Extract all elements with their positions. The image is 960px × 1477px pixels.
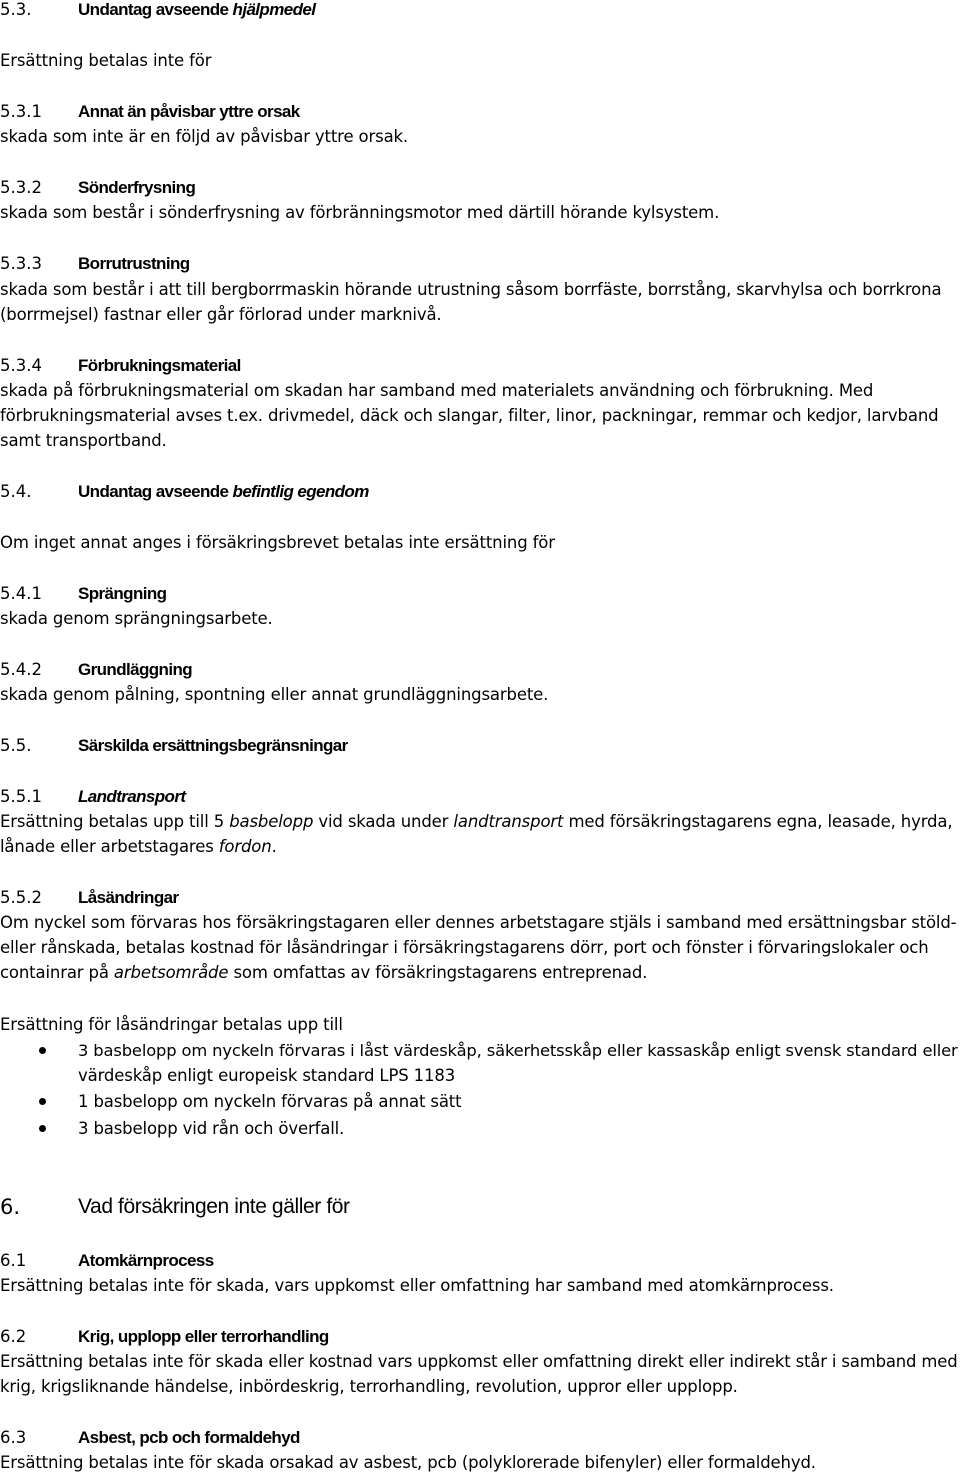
text-run: om nyckeln förvaras i låst värdeskåp, säkerhetsskåp eller kassaskåp enligt: [176, 1041, 786, 1060]
text-run: .: [339, 1119, 345, 1138]
section-heading: Särskilda ersättningsbegränsningar: [78, 736, 348, 755]
defined-term: rån: [212, 1119, 240, 1138]
subsection-heading: Sönderfrysning: [78, 178, 196, 197]
heading-italic-text: hjälpmedel: [232, 0, 316, 19]
section-number: 5.3.: [0, 0, 32, 19]
defined-term: arbetsområde: [113, 963, 229, 982]
paragraph: skada genom pålning, spontning eller annat grundläggningsarbete.: [0, 685, 549, 704]
subsection-number: 5.3.3: [0, 254, 42, 273]
defined-term: fordon: [218, 837, 272, 856]
paragraph-line: krig, krigsliknande händelse, inbördeskrig, terrorhandling, revolution, uppror eller upplopp.: [0, 1377, 738, 1396]
paragraph: Ersättning för låsändringar betalas upp till: [0, 1015, 343, 1034]
subsection-heading: Låsändringar: [78, 888, 179, 907]
defined-term: basbelopp: [93, 1119, 178, 1138]
subsection-number: 5.5.2: [0, 888, 42, 907]
heading-italic-text: befintlig egendom: [232, 482, 369, 501]
text-run: 3: [78, 1119, 94, 1138]
text-run: med försäkringstagarens egna, leasade, hyrda,: [563, 812, 953, 831]
section-intro: Ersättning betalas inte för: [0, 51, 212, 70]
bullet-dot: [39, 1047, 46, 1054]
paragraph-line: [0, 837, 277, 857]
defined-term: basbelopp: [229, 812, 314, 831]
subsection-number: 5.4.2: [0, 660, 42, 679]
subsection-number: 5.3.2: [0, 178, 42, 197]
paragraph-line: förbrukningsmaterial avses t.ex. drivmedel, däck och slangar, filter, linor, packningar, remmar och kedjor, larvband: [0, 406, 939, 425]
paragraph-line: eller rånskada, betalas kostnad för låsändringar i försäkringstagarens dörr, port och fönster i förvaringslokaler och: [0, 938, 929, 957]
subsection-number: 5.5.1: [0, 787, 42, 806]
bullet-item-continuation: värdeskåp enligt europeisk standard LPS 1183: [78, 1066, 456, 1085]
subsection-number: 6.1: [0, 1251, 27, 1270]
paragraph: skada som inte är en följd av påvisbar yttre orsak.: [0, 127, 409, 146]
text-run: 1: [78, 1092, 94, 1111]
bullet-item: [78, 1119, 344, 1139]
text-run: om nyckeln förvaras på annat sätt: [177, 1092, 462, 1111]
defined-term: svensk standard: [785, 1041, 918, 1060]
subsection-number: 5.3.4: [0, 356, 42, 375]
subsection-heading: Asbest, pcb och formaldehyd: [78, 1428, 300, 1447]
defined-term: basbelopp: [93, 1041, 177, 1060]
subsection-heading: Krig, upplopp eller terrorhandling: [78, 1327, 329, 1346]
text-run: 3: [78, 1041, 94, 1060]
paragraph-line: Ersättning betalas inte för skada eller kostnad vars uppkomst eller omfattning direkt eller indirekt står i samband med: [0, 1352, 958, 1371]
heading-text: Undantag avseende: [78, 482, 233, 501]
text-run: vid skada under: [313, 812, 454, 831]
subsection-heading: Sprängning: [78, 584, 167, 603]
text-run: och: [239, 1119, 279, 1138]
section-heading: [78, 482, 369, 502]
paragraph-line: (borrmejsel) fastnar eller går förlorad under marknivå.: [0, 305, 442, 324]
heading-italic-text: Landtransport: [78, 787, 186, 806]
bullet-item: [78, 1092, 461, 1112]
subsection-number: 5.3.1: [0, 102, 42, 121]
text-run: eller: [917, 1041, 958, 1060]
text-run: som omfattas av försäkringstagarens entreprenad.: [228, 963, 648, 982]
subsection-heading: Borrutrustning: [78, 254, 190, 273]
section-number: 5.4.: [0, 482, 32, 501]
section-intro: Om inget annat anges i försäkringsbrevet betalas inte ersättning för: [0, 533, 555, 552]
paragraph-line: [0, 963, 647, 983]
bullet-dot: [39, 1125, 46, 1132]
bullet-dot: [39, 1098, 46, 1105]
chapter-heading: Vad försäkringen inte gäller för: [78, 1195, 350, 1218]
text-run: vid: [177, 1119, 213, 1138]
paragraph: Ersättning betalas inte för skada, vars uppkomst eller omfattning har samband med atomkärnprocess.: [0, 1276, 834, 1295]
subsection-heading: Annat än påvisbar yttre orsak: [78, 102, 300, 121]
heading-text: Undantag avseende: [78, 0, 233, 19]
paragraph-line: Om nyckel som förvaras hos försäkringstagaren eller dennes arbetstagare stjäls i samband med ersättningsbar stöld-: [0, 913, 957, 932]
subsection-number: 6.3: [0, 1428, 27, 1447]
subsection-heading: [78, 787, 185, 807]
defined-term: basbelopp: [93, 1092, 178, 1111]
chapter-number: 6.: [0, 1195, 21, 1219]
subsection-number: 6.2: [0, 1327, 27, 1346]
defined-term: överfall: [278, 1119, 340, 1138]
paragraph: skada genom sprängningsarbete.: [0, 609, 273, 628]
defined-term: landtransport: [453, 812, 564, 831]
bullet-item: [78, 1041, 958, 1061]
text-run: containrar på: [0, 963, 114, 982]
subsection-heading: Grundläggning: [78, 660, 193, 679]
subsection-heading: Atomkärnprocess: [78, 1251, 214, 1270]
subsection-number: 5.4.1: [0, 584, 42, 603]
paragraph: skada som består i sönderfrysning av förbränningsmotor med därtill hörande kylsystem.: [0, 203, 720, 222]
text-run: .: [271, 837, 277, 856]
section-heading: [78, 0, 315, 20]
paragraph: Ersättning betalas inte för skada orsakad av asbest, pcb (polyklorerade bifenyler) eller formaldehyd.: [0, 1453, 816, 1472]
paragraph-line: samt transportband.: [0, 431, 167, 450]
section-number: 5.5.: [0, 736, 32, 755]
text-run: lånade eller arbetstagares: [0, 837, 219, 856]
subsection-heading: Förbrukningsmaterial: [78, 356, 241, 375]
paragraph-line: skada som består i att till bergborrmaskin hörande utrustning såsom borrfäste, borrstång, skarvhylsa och borrkrona: [0, 280, 942, 299]
paragraph-line: [0, 812, 952, 832]
paragraph-line: skada på förbrukningsmaterial om skadan har samband med materialets användning och förbrukning. Med: [0, 381, 874, 400]
text-run: Ersättning betalas upp till 5: [0, 812, 230, 831]
